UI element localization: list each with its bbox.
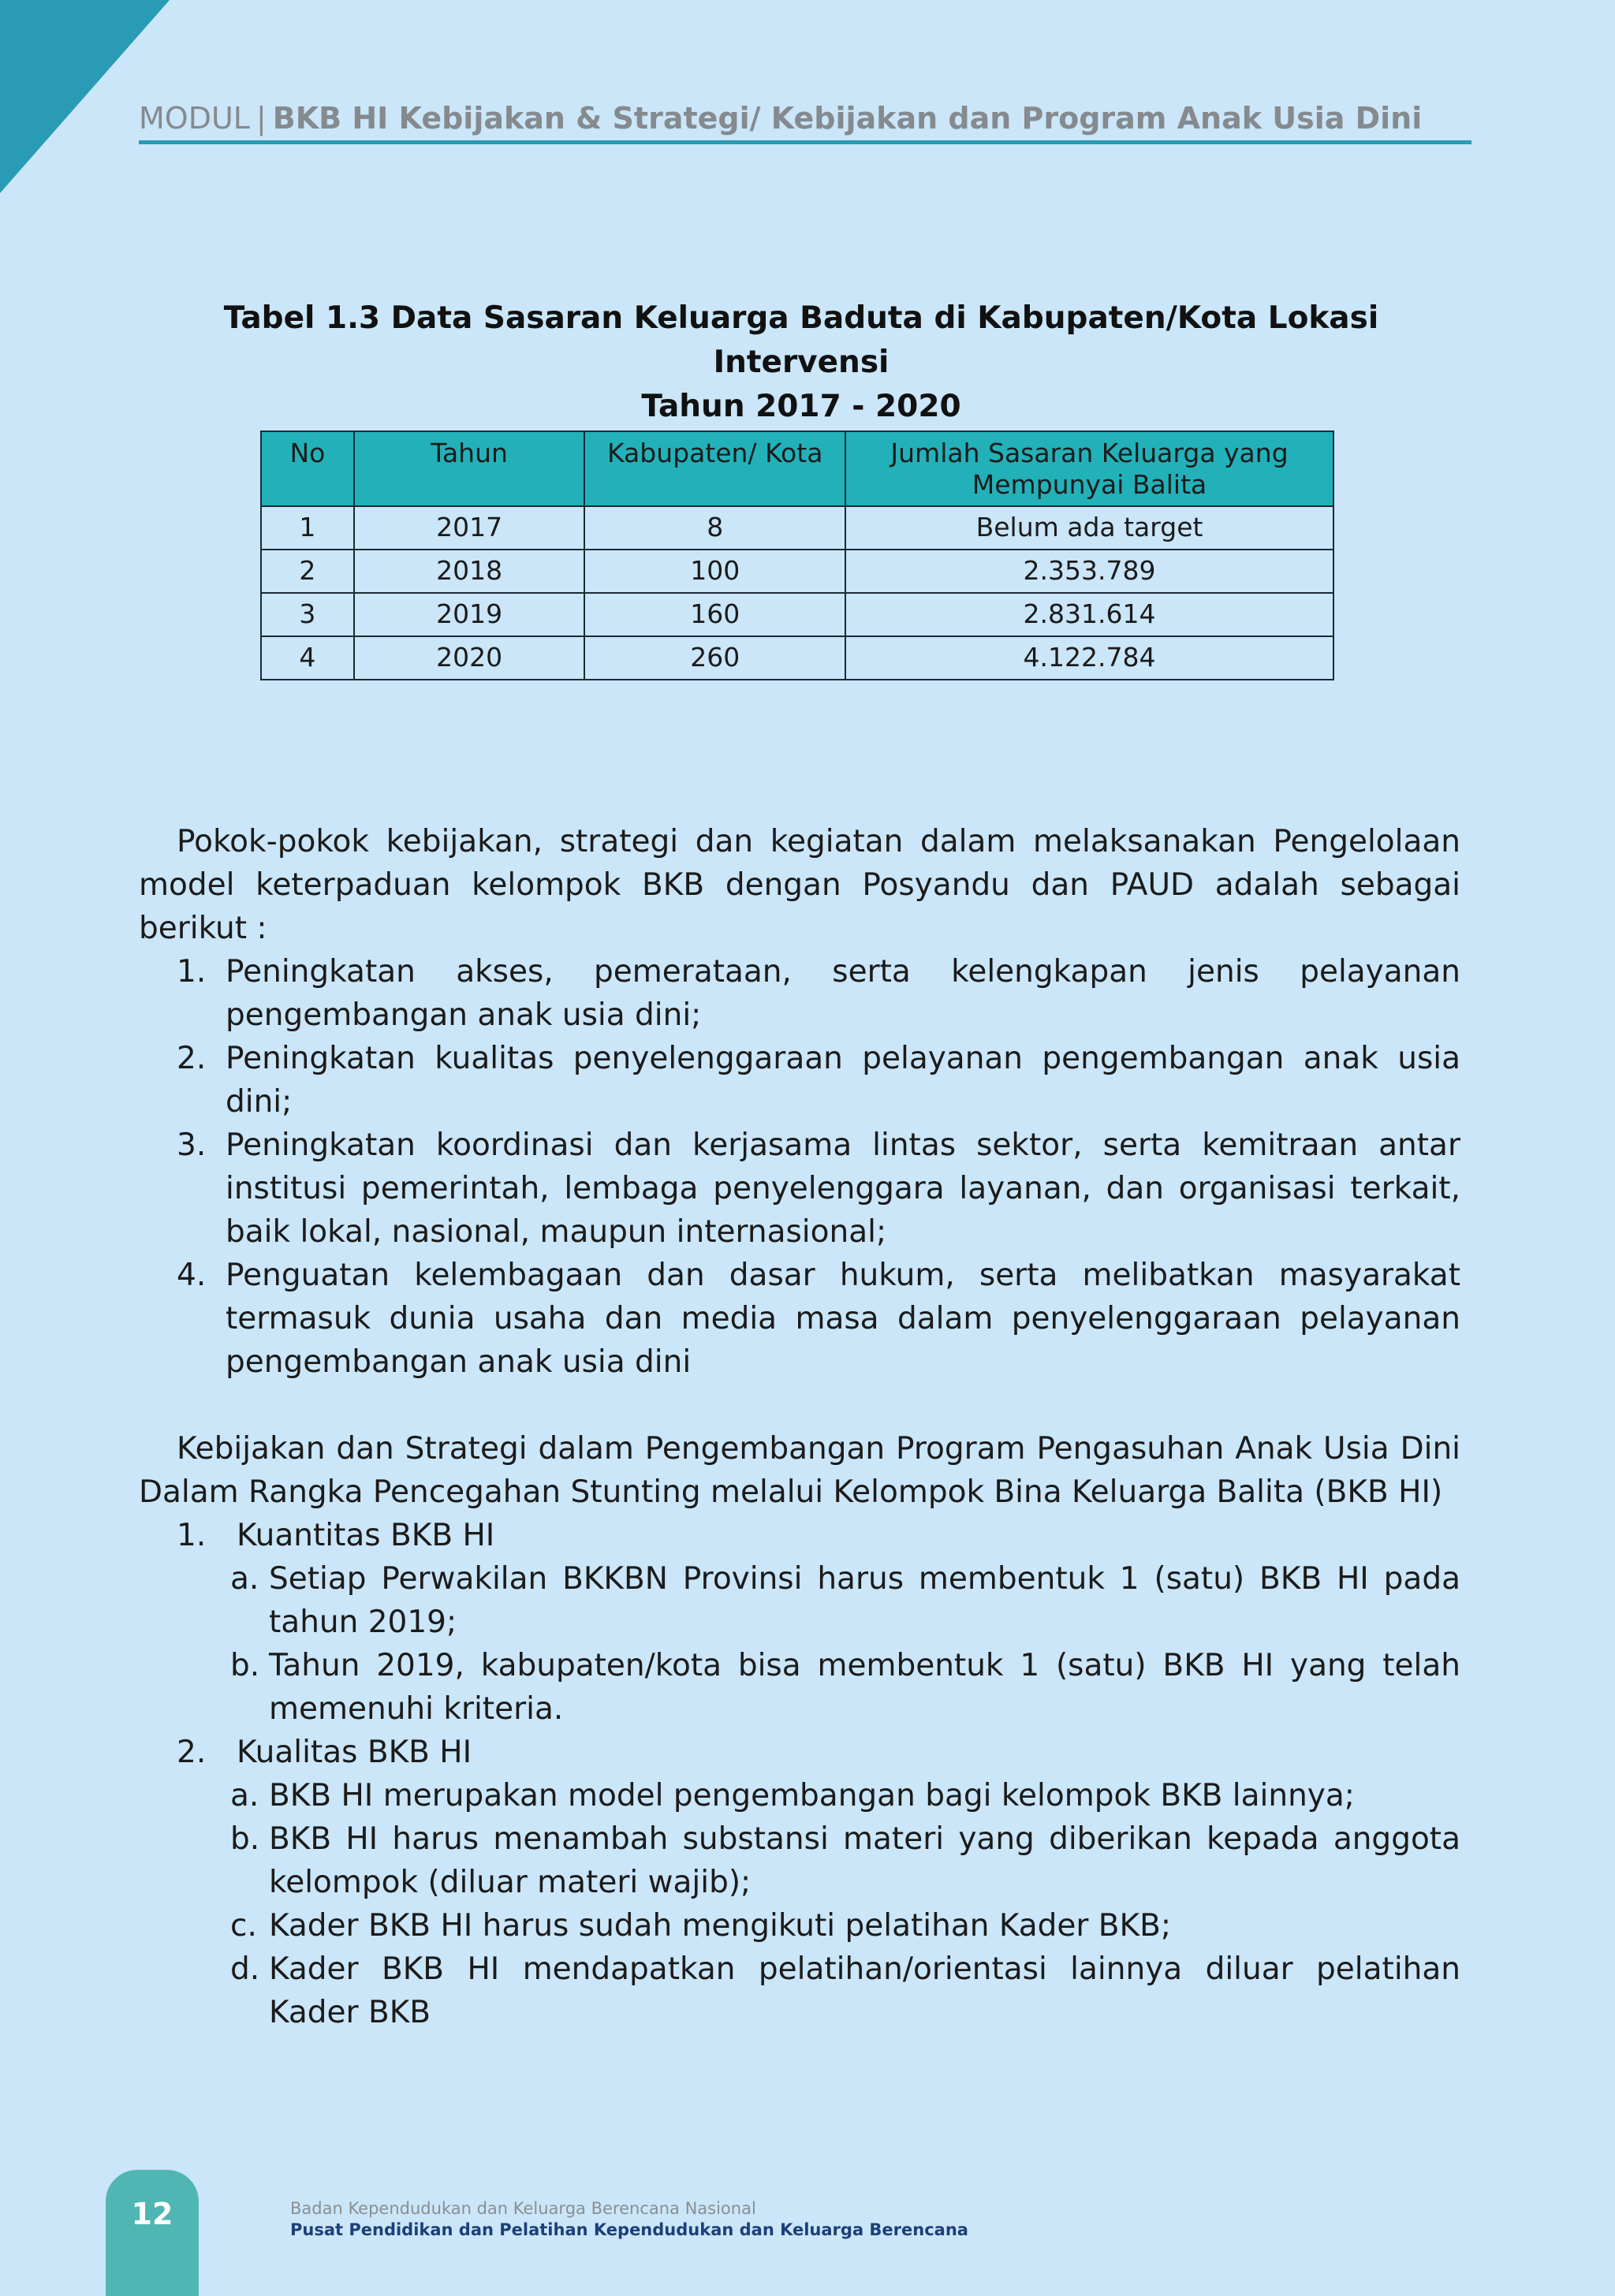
list-text: Peningkatan koordinasi dan kerjasama lintas sektor, serta kemitraan antar institusi pemerintah, lembaga penyelenggara layanan, dan organisasi terkait, baik lokal, nasional, maupun internasional; bbox=[226, 1128, 1460, 1250]
table-cell: 160 bbox=[584, 593, 845, 636]
list-item bbox=[139, 1948, 1460, 2034]
group-heading bbox=[139, 1514, 1460, 1557]
header-rule bbox=[139, 140, 1471, 144]
list-letter: b. bbox=[230, 1648, 260, 1683]
table-cell: 4.122.784 bbox=[845, 636, 1333, 680]
list-letter: b. bbox=[230, 1821, 260, 1857]
table-cell: 4 bbox=[261, 636, 354, 680]
group-number: 1. bbox=[177, 1518, 207, 1553]
running-header bbox=[139, 96, 1471, 140]
list-number: 4. bbox=[177, 1258, 207, 1293]
table-cell: 8 bbox=[584, 506, 845, 550]
list-text: BKB HI merupakan model pengembangan bagi kelompok BKB lainnya; bbox=[269, 1778, 1355, 1813]
table-row bbox=[261, 636, 1333, 680]
policy-list bbox=[139, 950, 1460, 1384]
group-number: 2. bbox=[177, 1735, 207, 1770]
policy-section bbox=[139, 820, 1460, 1384]
list-number: 2. bbox=[177, 1041, 207, 1076]
table-cell: 2.831.614 bbox=[845, 593, 1333, 636]
group-title: Kuantitas BKB HI bbox=[237, 1518, 495, 1553]
footer-institution: Badan Kependudukan dan Keluarga Berencana Nasional bbox=[290, 2199, 756, 2218]
table-row bbox=[261, 550, 1333, 593]
list-item bbox=[139, 1644, 1460, 1731]
table-row bbox=[261, 506, 1333, 550]
list-letter: c. bbox=[230, 1908, 257, 1944]
group-title: Kualitas BKB HI bbox=[237, 1735, 472, 1770]
group-heading bbox=[139, 1731, 1460, 1774]
header-title: BKB HI Kebijakan & Strategi/ Kebijakan dan Program Anak Usia Dini bbox=[272, 101, 1423, 136]
table-title-line1: Tabel 1.3 Data Sasaran Keluarga Baduta di Kabupaten/Kota Lokasi Intervensi bbox=[223, 300, 1379, 380]
list-text: Peningkatan akses, pemerataan, serta kelengkapan jenis pelayanan pengembangan anak usia dini; bbox=[226, 954, 1460, 1033]
table-cell: Belum ada target bbox=[845, 506, 1333, 550]
list-letter: d. bbox=[230, 1951, 260, 1987]
quantity-list bbox=[139, 1557, 1460, 1731]
list-letter: a. bbox=[230, 1778, 259, 1813]
table-cell: 2018 bbox=[354, 550, 585, 593]
list-text: BKB HI harus menambah substansi materi yang diberikan kepada anggota kelompok (diluar materi wajib); bbox=[269, 1821, 1460, 1900]
list-item bbox=[139, 1557, 1460, 1644]
table-header-row bbox=[261, 431, 1333, 506]
list-text: Penguatan kelembagaan dan dasar hukum, serta melibatkan masyarakat termasuk dunia usaha dan media masa dalam penyelenggaraan pelayanan pengembangan anak usia dini bbox=[226, 1258, 1460, 1380]
list-item bbox=[139, 1774, 1460, 1817]
header-module: MODUL bbox=[139, 101, 250, 136]
list-text: Kader BKB HI harus sudah mengikuti pelatihan Kader BKB; bbox=[269, 1908, 1172, 1944]
list-item bbox=[139, 1124, 1460, 1254]
strategy-section bbox=[139, 1427, 1460, 2034]
page-number: 12 bbox=[106, 2170, 199, 2296]
list-item bbox=[139, 950, 1460, 1037]
list-text: Tahun 2019, kabupaten/kota bisa membentuk 1 (satu) BKB HI yang telah memenuhi kriteria. bbox=[269, 1648, 1460, 1727]
strategy-intro: Kebijakan dan Strategi dalam Pengembangan Program Pengasuhan Anak Usia Dini Dalam Rangka Pencegahan Stunting melalui Kelompok Bina Keluarga Balita (BKB HI) bbox=[139, 1431, 1460, 1510]
table-title-line2: Tahun 2017 - 2020 bbox=[641, 389, 961, 424]
list-text: Peningkatan kualitas penyelenggaraan pelayanan pengembangan anak usia dini; bbox=[226, 1041, 1460, 1120]
table-cell: 260 bbox=[584, 636, 845, 680]
list-item bbox=[139, 1254, 1460, 1384]
list-text: Kader BKB HI mendapatkan pelatihan/orientasi lainnya diluar pelatihan Kader BKB bbox=[269, 1951, 1460, 2030]
table-title bbox=[139, 296, 1464, 429]
table-header-cell: Jumlah Sasaran Keluarga yang Mempunyai Balita bbox=[845, 431, 1333, 506]
list-item bbox=[139, 1037, 1460, 1124]
header-separator: | bbox=[255, 101, 267, 136]
table-row bbox=[261, 593, 1333, 636]
list-item bbox=[139, 1817, 1460, 1904]
table-cell: 2019 bbox=[354, 593, 585, 636]
table-cell: 3 bbox=[261, 593, 354, 636]
table-cell: 2020 bbox=[354, 636, 585, 680]
data-table bbox=[260, 430, 1334, 680]
table-header-cell: Kabupaten/ Kota bbox=[584, 431, 845, 506]
table-cell: 1 bbox=[261, 506, 354, 550]
table-cell: 100 bbox=[584, 550, 845, 593]
list-letter: a. bbox=[230, 1561, 259, 1597]
footer-department: Pusat Pendidikan dan Pelatihan Kependudukan dan Keluarga Berencana bbox=[290, 2220, 968, 2239]
list-text: Setiap Perwakilan BKKBN Provinsi harus membentuk 1 (satu) BKB HI pada tahun 2019; bbox=[269, 1561, 1460, 1640]
table-header-cell: Tahun bbox=[354, 431, 585, 506]
policy-intro: Pokok-pokok kebijakan, strategi dan kegiatan dalam melaksanakan Pengelolaan model keterpaduan kelompok BKB dengan Posyandu dan PAUD adalah sebagai berikut : bbox=[139, 824, 1460, 946]
list-number: 1. bbox=[177, 954, 207, 990]
table-cell: 2017 bbox=[354, 506, 585, 550]
list-item bbox=[139, 1904, 1460, 1948]
list-number: 3. bbox=[177, 1128, 207, 1163]
table-header-cell: No bbox=[261, 431, 354, 506]
table-cell: 2.353.789 bbox=[845, 550, 1333, 593]
quality-list bbox=[139, 1774, 1460, 2034]
table-cell: 2 bbox=[261, 550, 354, 593]
